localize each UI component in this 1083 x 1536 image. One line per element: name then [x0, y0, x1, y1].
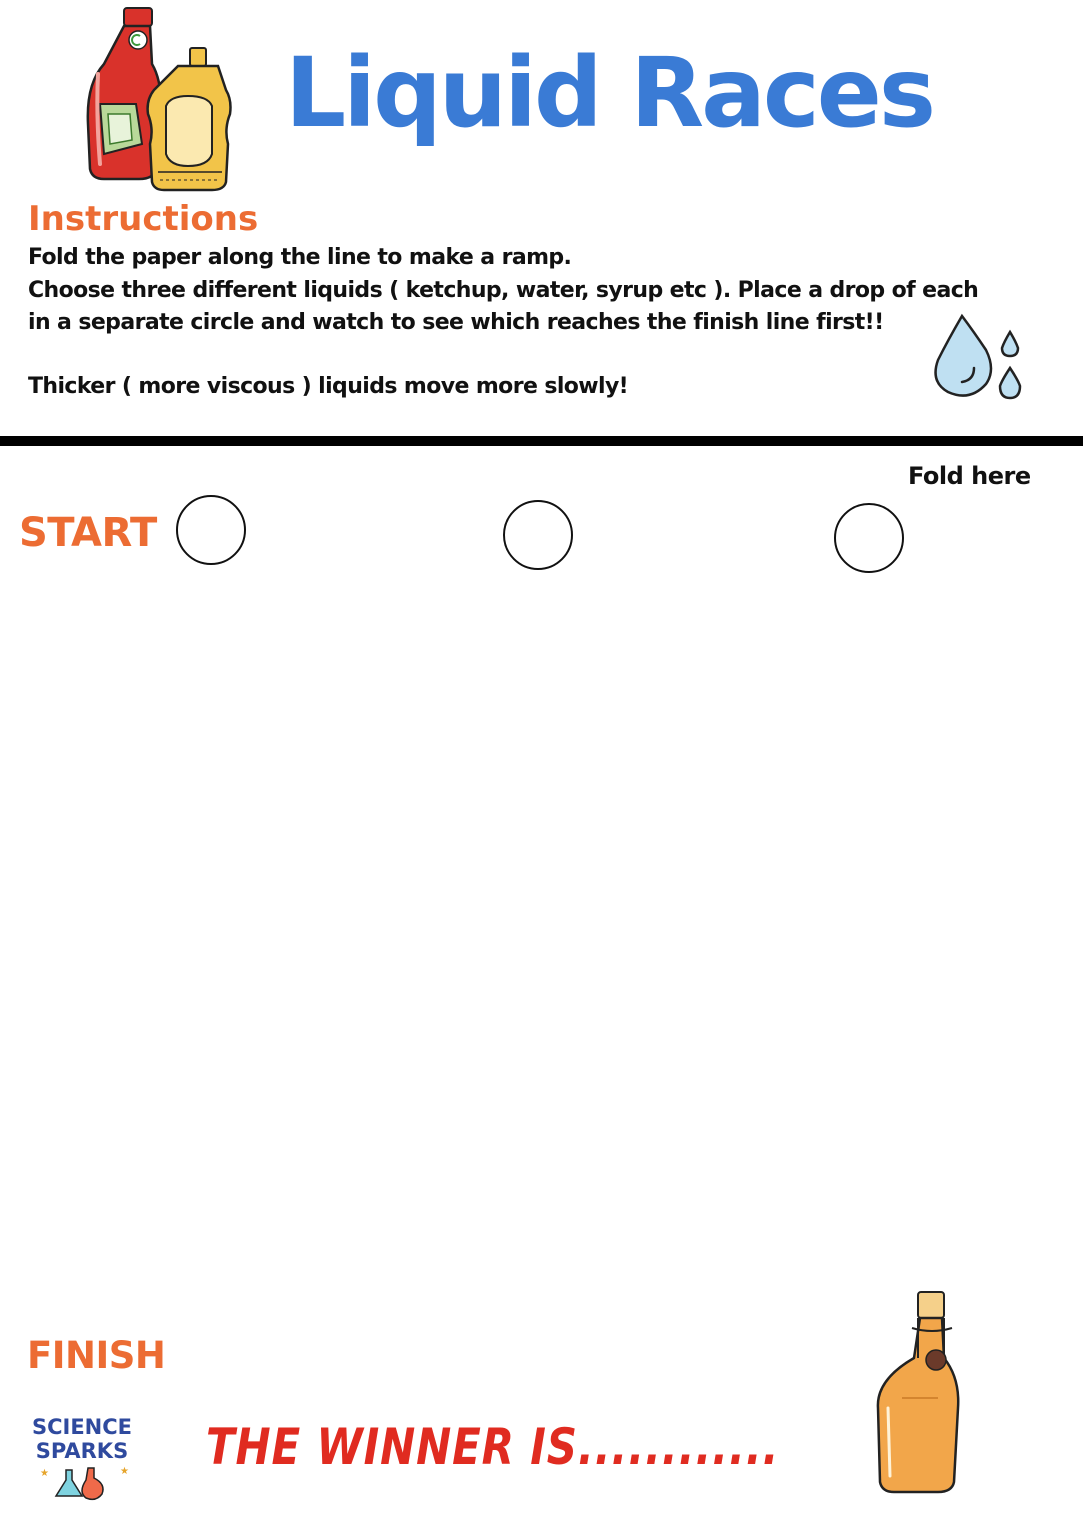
instruction-note: Thicker ( more viscous ) liquids move more slowly!	[28, 374, 629, 399]
fold-line	[0, 436, 1083, 446]
ketchup-mustard-bottles-icon	[84, 4, 234, 192]
instructions-heading: Instructions	[28, 199, 259, 239]
finish-label: FINISH	[27, 1334, 166, 1377]
page-title: Liquid Races	[285, 37, 934, 149]
drop-circle	[176, 495, 246, 565]
svg-text:★: ★	[40, 1468, 49, 1479]
swing-top-bottle-icon	[872, 1288, 962, 1496]
science-sparks-logo	[30, 1408, 134, 1504]
logo-text: SPARKS	[35, 1439, 129, 1463]
drop-circle	[834, 503, 904, 573]
instruction-line: Fold the paper along the line to make a ramp.	[28, 245, 572, 270]
instruction-line: in a separate circle and watch to see which reaches the finish line first!!	[28, 310, 884, 335]
water-drops-icon	[930, 310, 1030, 406]
logo-text: SCIENCE	[31, 1415, 133, 1439]
start-label: START	[19, 510, 157, 556]
svg-text:★: ★	[120, 1466, 129, 1477]
instruction-line: Choose three different liquids ( ketchup, water, syrup etc ). Place a drop of each	[28, 278, 979, 303]
mustard-bottle-icon	[148, 48, 231, 190]
winner-prompt: THE WINNER IS............	[206, 1418, 780, 1476]
fold-label: Fold here	[908, 462, 1031, 490]
drop-circle	[503, 500, 573, 570]
